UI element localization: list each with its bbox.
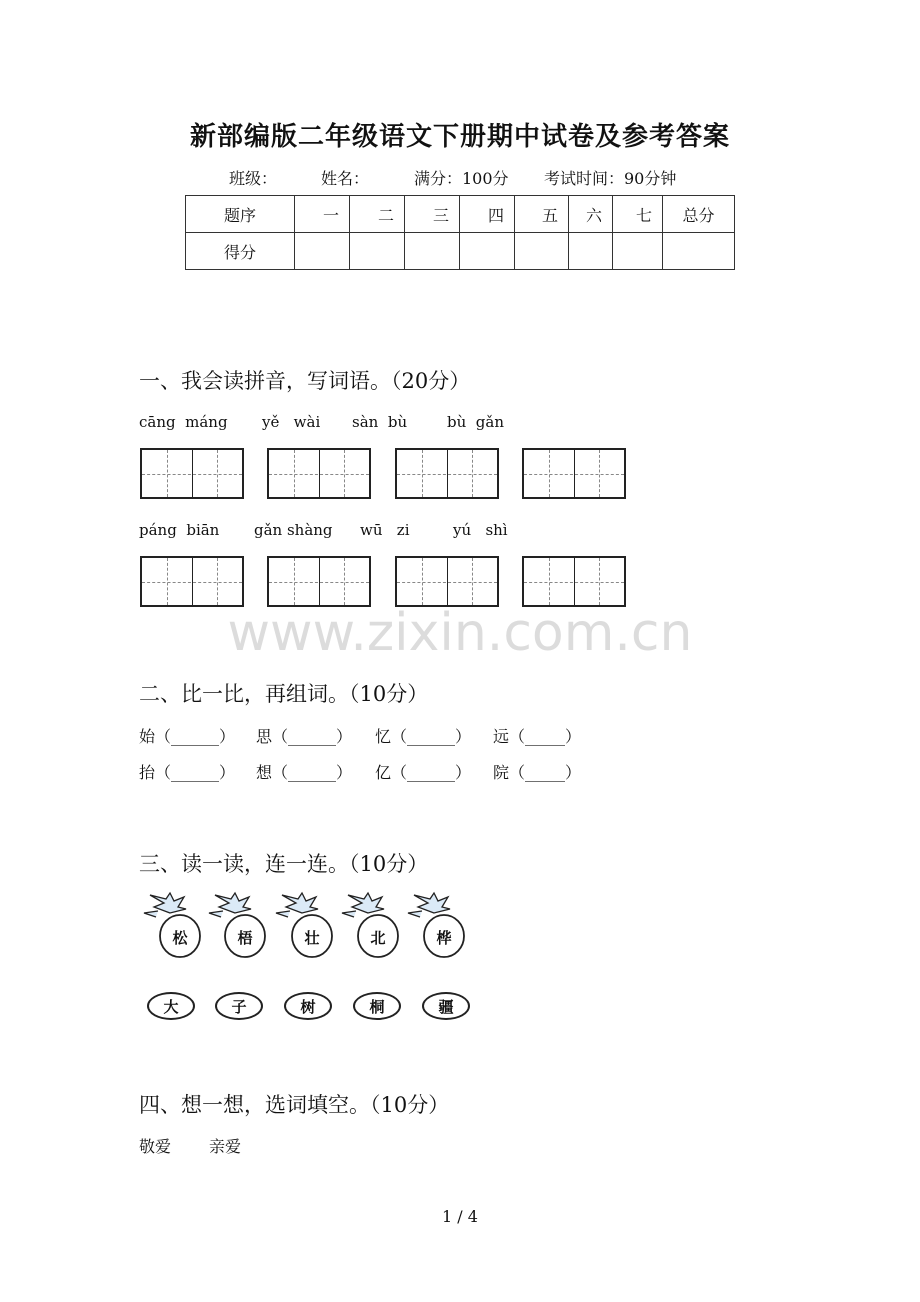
word-pair: 想（______） — [256, 763, 353, 782]
writing-grid[interactable] — [140, 556, 244, 607]
table-row — [186, 233, 735, 270]
oval-word[interactable] — [284, 992, 332, 1020]
section-3-title: 三、读一读，连一连。（10分） — [139, 852, 429, 876]
table-header-cell: 题序 — [186, 196, 295, 233]
pineapple-icon[interactable] — [404, 891, 470, 961]
pineapple-icon[interactable] — [205, 891, 271, 961]
writing-grid[interactable] — [395, 556, 499, 607]
writing-grid[interactable] — [140, 448, 244, 499]
oval-label: 桐 — [369, 997, 385, 1016]
full-score-label: 满分：100分 — [414, 169, 509, 188]
score-table — [185, 195, 735, 270]
score-cell[interactable] — [569, 233, 613, 270]
table-header-cell: 三 — [405, 196, 460, 233]
word-pair: 亿（______） — [375, 763, 472, 782]
oval-word[interactable] — [353, 992, 401, 1020]
table-header-cell: 六 — [569, 196, 613, 233]
name-label: 姓名： — [321, 169, 370, 188]
page-title: 新部编版二年级语文下册期中试卷及参考答案 — [189, 122, 730, 152]
writing-grid[interactable] — [522, 556, 626, 607]
writing-grid[interactable] — [267, 556, 371, 607]
score-cell[interactable] — [613, 233, 663, 270]
pineapple-label: 北 — [370, 929, 386, 947]
pinyin-label: yě wài — [262, 413, 321, 431]
pinyin-label: gǎn shàng — [254, 521, 333, 539]
pineapple-icon[interactable] — [338, 891, 404, 961]
table-row — [186, 196, 735, 233]
score-cell[interactable] — [405, 233, 460, 270]
table-header-cell: 四 — [460, 196, 515, 233]
score-cell[interactable] — [663, 233, 735, 270]
word-pair: 远（_____） — [493, 727, 582, 746]
writing-grid[interactable] — [267, 448, 371, 499]
oval-label: 树 — [300, 997, 316, 1016]
score-cell[interactable] — [460, 233, 515, 270]
pinyin-label: yú shì — [453, 521, 508, 539]
section-4-title: 四、想一想，选词填空。（10分） — [139, 1093, 450, 1117]
pineapple-label: 松 — [172, 929, 188, 947]
pinyin-label: sàn bù — [352, 413, 408, 431]
oval-word[interactable] — [422, 992, 470, 1020]
section-2-title: 二、比一比，再组词。（10分） — [139, 682, 429, 706]
word-pair: 忆（______） — [375, 727, 472, 746]
section-1-title: 一、我会读拼音，写词语。（20分） — [139, 369, 471, 393]
oval-label: 疆 — [438, 997, 454, 1016]
pinyin-label: wū zi — [360, 521, 410, 539]
oval-label: 大 — [163, 997, 179, 1016]
pineapple-label: 壮 — [304, 929, 320, 947]
pineapple-icon[interactable] — [140, 891, 206, 961]
word-pair: 抬（______） — [139, 763, 236, 782]
pineapple-label: 梧 — [237, 929, 253, 947]
score-cell[interactable] — [295, 233, 350, 270]
score-cell[interactable] — [350, 233, 405, 270]
writing-grid[interactable] — [395, 448, 499, 499]
word-choice: 亲爱 — [209, 1137, 242, 1156]
table-header-cell: 一 — [295, 196, 350, 233]
pineapple-icon[interactable] — [272, 891, 338, 961]
writing-grid[interactable] — [522, 448, 626, 499]
table-header-cell: 二 — [350, 196, 405, 233]
exam-time-label: 考试时间：90分钟 — [544, 169, 677, 188]
table-row-label: 得分 — [186, 233, 295, 270]
pinyin-label: páng biān — [139, 521, 220, 539]
page-number: 1 / 4 — [442, 1207, 478, 1226]
oval-label: 子 — [231, 997, 247, 1016]
watermark: www.zixin.com.cn — [227, 603, 693, 663]
word-pair: 院（_____） — [493, 763, 582, 782]
word-pair: 始（______） — [139, 727, 236, 746]
table-header-cell: 总分 — [663, 196, 735, 233]
score-cell[interactable] — [515, 233, 569, 270]
pinyin-label: bù gǎn — [447, 413, 505, 431]
table-header-cell: 七 — [613, 196, 663, 233]
oval-word[interactable] — [147, 992, 195, 1020]
pineapple-label: 桦 — [436, 929, 452, 947]
word-choice: 敬爱 — [139, 1137, 172, 1156]
class-label: 班级： — [229, 169, 278, 188]
pinyin-label: cāng máng — [139, 413, 228, 431]
word-pair: 思（______） — [256, 727, 353, 746]
oval-word[interactable] — [215, 992, 263, 1020]
table-header-cell: 五 — [515, 196, 569, 233]
